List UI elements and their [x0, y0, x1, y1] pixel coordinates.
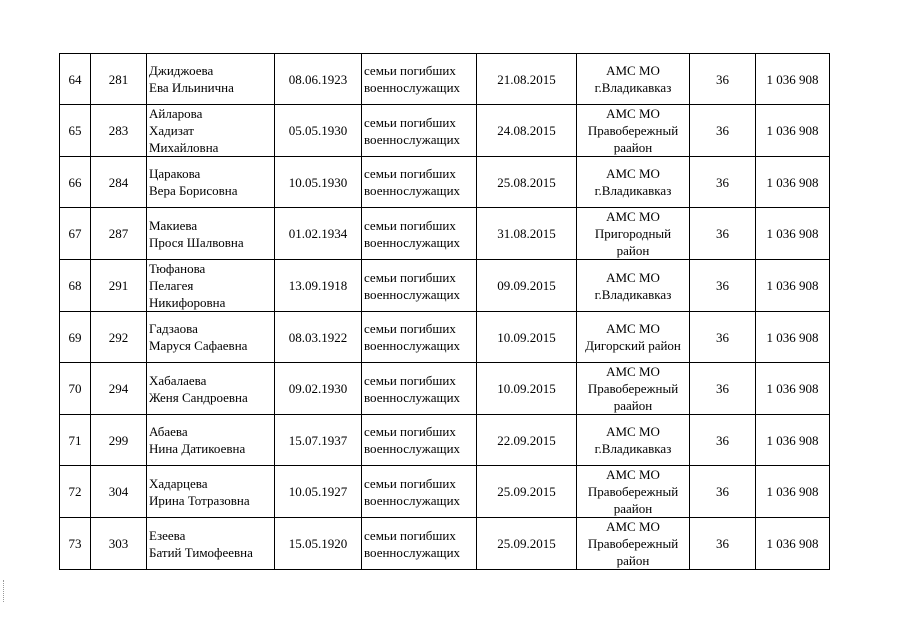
days-cell: 36: [690, 54, 756, 105]
amount-cell: 1 036 908: [756, 54, 830, 105]
record-id-cell: 303: [91, 518, 147, 570]
full-name-cell: Айларова Хадизат Михайловна: [147, 105, 275, 157]
record-id-cell: 284: [91, 157, 147, 208]
table-row: [60, 105, 830, 157]
organization-cell: АМС МО Правобережный раайон: [577, 105, 690, 157]
category-cell: семьи погибших военнослужащих: [362, 415, 477, 466]
table-row: [60, 363, 830, 415]
table-row: [60, 54, 830, 105]
category-cell: семьи погибших военнослужащих: [362, 363, 477, 415]
full-name-cell: Хабалаева Женя Сандроевна: [147, 363, 275, 415]
full-name-cell: Абаева Нина Датикоевна: [147, 415, 275, 466]
row-number-cell: 67: [60, 208, 91, 260]
category-cell: семьи погибших военнослужащих: [362, 312, 477, 363]
birth-date-cell: 08.03.1922: [275, 312, 362, 363]
scan-edge-mark: [3, 580, 6, 602]
record-id-cell: 287: [91, 208, 147, 260]
row-number-cell: 68: [60, 260, 91, 312]
full-name-cell: Макиева Прося Шалвовна: [147, 208, 275, 260]
registration-date-cell: 25.08.2015: [477, 157, 577, 208]
table-row: [60, 260, 830, 312]
full-name-cell: Царакова Вера Борисовна: [147, 157, 275, 208]
row-number-cell: 64: [60, 54, 91, 105]
amount-cell: 1 036 908: [756, 415, 830, 466]
registration-date-cell: 22.09.2015: [477, 415, 577, 466]
category-cell: семьи погибших военнослужащих: [362, 518, 477, 570]
full-name-cell: Гадзаова Маруся Сафаевна: [147, 312, 275, 363]
organization-cell: АМС МО Дигорский район: [577, 312, 690, 363]
registration-date-cell: 10.09.2015: [477, 363, 577, 415]
row-number-cell: 66: [60, 157, 91, 208]
registration-date-cell: 25.09.2015: [477, 518, 577, 570]
registration-date-cell: 10.09.2015: [477, 312, 577, 363]
organization-cell: АМС МО Правобережный район: [577, 518, 690, 570]
birth-date-cell: 10.05.1930: [275, 157, 362, 208]
registration-date-cell: 21.08.2015: [477, 54, 577, 105]
organization-cell: АМС МО Пригородный район: [577, 208, 690, 260]
organization-cell: АМС МО г.Владикавказ: [577, 54, 690, 105]
full-name-cell: Езеева Батий Тимофеевна: [147, 518, 275, 570]
table-row: [60, 415, 830, 466]
birth-date-cell: 13.09.1918: [275, 260, 362, 312]
row-number-cell: 70: [60, 363, 91, 415]
birth-date-cell: 08.06.1923: [275, 54, 362, 105]
birth-date-cell: 05.05.1930: [275, 105, 362, 157]
amount-cell: 1 036 908: [756, 363, 830, 415]
organization-cell: АМС МО г.Владикавказ: [577, 260, 690, 312]
record-id-cell: 292: [91, 312, 147, 363]
organization-cell: АМС МО г.Владикавказ: [577, 157, 690, 208]
record-id-cell: 294: [91, 363, 147, 415]
registration-date-cell: 09.09.2015: [477, 260, 577, 312]
row-number-cell: 72: [60, 466, 91, 518]
amount-cell: 1 036 908: [756, 312, 830, 363]
days-cell: 36: [690, 157, 756, 208]
record-id-cell: 304: [91, 466, 147, 518]
record-id-cell: 283: [91, 105, 147, 157]
organization-cell: АМС МО Правобережный раайон: [577, 363, 690, 415]
days-cell: 36: [690, 415, 756, 466]
birth-date-cell: 01.02.1934: [275, 208, 362, 260]
amount-cell: 1 036 908: [756, 260, 830, 312]
days-cell: 36: [690, 363, 756, 415]
category-cell: семьи погибших военнослужащих: [362, 105, 477, 157]
record-id-cell: 291: [91, 260, 147, 312]
category-cell: семьи погибших военнослужащих: [362, 157, 477, 208]
row-number-cell: 71: [60, 415, 91, 466]
records-table: [59, 53, 830, 570]
days-cell: 36: [690, 105, 756, 157]
category-cell: семьи погибших военнослужащих: [362, 54, 477, 105]
category-cell: семьи погибших военнослужащих: [362, 466, 477, 518]
table-row: [60, 518, 830, 570]
birth-date-cell: 10.05.1927: [275, 466, 362, 518]
birth-date-cell: 09.02.1930: [275, 363, 362, 415]
record-id-cell: 299: [91, 415, 147, 466]
amount-cell: 1 036 908: [756, 208, 830, 260]
organization-cell: АМС МО Правобережный раайон: [577, 466, 690, 518]
days-cell: 36: [690, 466, 756, 518]
days-cell: 36: [690, 208, 756, 260]
days-cell: 36: [690, 260, 756, 312]
registration-date-cell: 24.08.2015: [477, 105, 577, 157]
full-name-cell: Хадарцева Ирина Тотразовна: [147, 466, 275, 518]
row-number-cell: 73: [60, 518, 91, 570]
record-id-cell: 281: [91, 54, 147, 105]
table-row: [60, 312, 830, 363]
registration-date-cell: 25.09.2015: [477, 466, 577, 518]
organization-cell: АМС МО г.Владикавказ: [577, 415, 690, 466]
amount-cell: 1 036 908: [756, 105, 830, 157]
amount-cell: 1 036 908: [756, 518, 830, 570]
category-cell: семьи погибших военнослужащих: [362, 208, 477, 260]
full-name-cell: Тюфанова Пелагея Никифоровна: [147, 260, 275, 312]
amount-cell: 1 036 908: [756, 157, 830, 208]
birth-date-cell: 15.07.1937: [275, 415, 362, 466]
table-row: [60, 157, 830, 208]
category-cell: семьи погибших военнослужащих: [362, 260, 477, 312]
birth-date-cell: 15.05.1920: [275, 518, 362, 570]
records-body: [60, 54, 830, 570]
registration-date-cell: 31.08.2015: [477, 208, 577, 260]
table-row: [60, 208, 830, 260]
days-cell: 36: [690, 518, 756, 570]
row-number-cell: 65: [60, 105, 91, 157]
amount-cell: 1 036 908: [756, 466, 830, 518]
full-name-cell: Джиджоева Ева Ильинична: [147, 54, 275, 105]
table-row: [60, 466, 830, 518]
days-cell: 36: [690, 312, 756, 363]
row-number-cell: 69: [60, 312, 91, 363]
